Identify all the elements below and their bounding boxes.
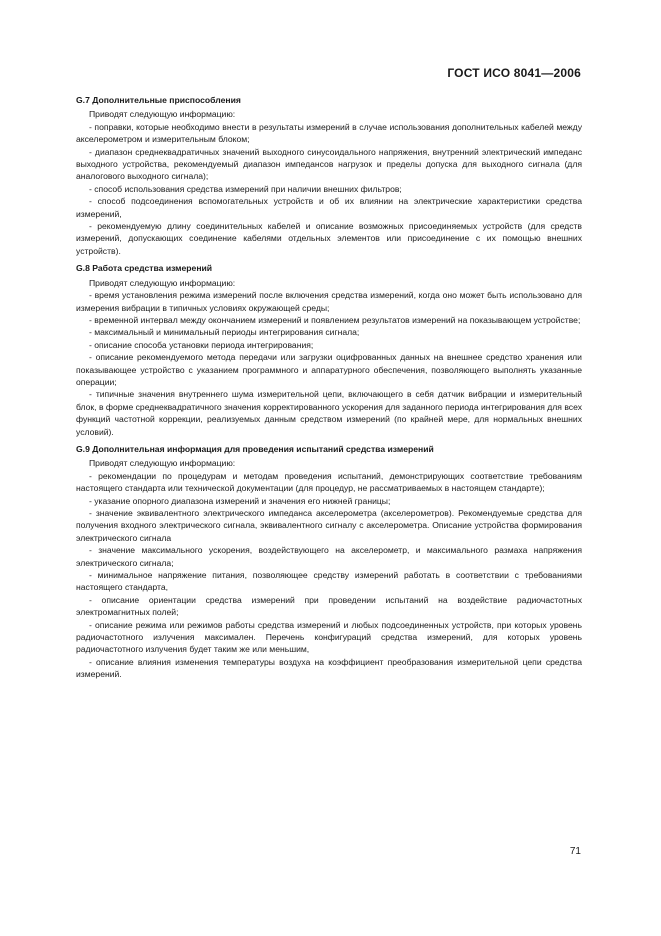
list-item: - диапазон среднеквадратичных значений выходного синусоидального напряжения, внутренний электрический импеданс выходного устройства, рекомендуемый диапазон импедансов нагрузок и пределы допуска для выходного сигнала (для аналогового выходного сигнала); [76, 146, 582, 182]
section-heading: G.8 Работа средства измерений [76, 263, 213, 274]
list-item: - способ подсоединения вспомогательных устройств и об их влиянии на электрические характеристики средства измерений, [76, 196, 582, 219]
section-heading: G.7 Дополнительные приспособления [76, 95, 241, 105]
list-item: - типичные значения внутреннего шума измерительной цепи, включающего в себя датчик вибрации и измерительный блок, в форме среднеквадратичного значения корректированного ускорения для заданного периода интегрирования для всех функций частотной коррекции, реализуемых данным средством измерений (по крайней мере, для нормальных внешних условий). [76, 389, 582, 437]
list-item: - способ использования средства измерений при наличии внешних фильтров; [89, 183, 402, 194]
document-body [76, 94, 582, 686]
list-item: - описание способа установки периода интегрирования; [89, 339, 314, 350]
list-item: - рекомендации по процедурам и методам проведения испытаний, демонстрирующих соответствие требованиям настоящего стандарта или технической документации (для процедур, не рассматриваемых в настоящем стандарте); [76, 470, 582, 494]
list-item: - время установления режима измерений после включения средства измерений, когда оно может быть использовано для измерения вибрации в типичных условиях окружающей среды; [76, 290, 582, 313]
list-item: - описание рекомендуемого метода передачи или загрузки оцифрованных данных на внешнее средство хранения или показывающее устройство с указанием программного и аппаратурного обеспечения, позволяющего выполнять указанные операции; [76, 352, 582, 387]
section-heading: G.9 Дополнительная информация для проведения испытаний средства измерений [76, 443, 434, 454]
list-item: - значение максимального ускорения, воздействующего на акселерометр, и максимального размаха напряжения электрического сигнала; [76, 545, 582, 568]
page-number: 71 [569, 846, 581, 857]
list-item: - рекомендуемую длину соединительных кабелей и описание возможных присоединяемых устройств (для средств измерений, допускающих соединение кабелями отдельных элементов или присоединение с их помощью внешних устройств). [76, 221, 582, 256]
section-g9 [76, 443, 582, 681]
list-item: - значение эквивалентного электрического импеданса акселерометра (акселерометров). Рекомендуемые средства для получения входного электрического сигнала, эквивалентного сигналу с акселерометра. Описание устройства формирования электрического сигнала [76, 508, 582, 543]
list-item: - указание опорного диапазона измерений и значения его нижней границы; [89, 495, 391, 506]
section-g8 [76, 262, 582, 438]
list-item: - временной интервал между окончанием измерений и появлением результатов измерений на показывающем устройстве; [89, 314, 581, 325]
intro-line: Приводят следующую информацию: [89, 458, 236, 469]
intro-line: Приводят следующую информацию: [89, 109, 236, 120]
list-item: - поправки, которые необходимо внести в результаты измерений в случае использования дополнительных кабелей между акселерометром и измерительным блоком; [76, 121, 582, 145]
list-item: - максимальный и минимальный периоды интегрирования сигнала; [89, 327, 360, 338]
standard-header: ГОСТ ИСО 8041—2006 [447, 66, 581, 80]
section-g7 [76, 94, 582, 257]
list-item: - описание ориентации средства измерений при проведении испытаний на воздействие радиочастотных электромагнитных полей; [76, 594, 582, 618]
list-item: - описание режима или режимов работы средства измерений и любых подсоединенных устройств, при которых уровень радиочастотного излучения максимален. Перечень конфигураций средства измерений, для которых уровень радиочастотного излучения будет таким же или меньшим, [76, 619, 582, 655]
list-item: - описание влияния изменения температуры воздуха на коэффициент преобразования измерительной цепи средства измерений. [76, 656, 582, 680]
list-item: - минимальное напряжение питания, позволяющее средству измерений работать в соответствии с требованиями настоящего стандарта, [76, 570, 582, 593]
intro-line: Приводят следующую информацию: [89, 277, 236, 288]
